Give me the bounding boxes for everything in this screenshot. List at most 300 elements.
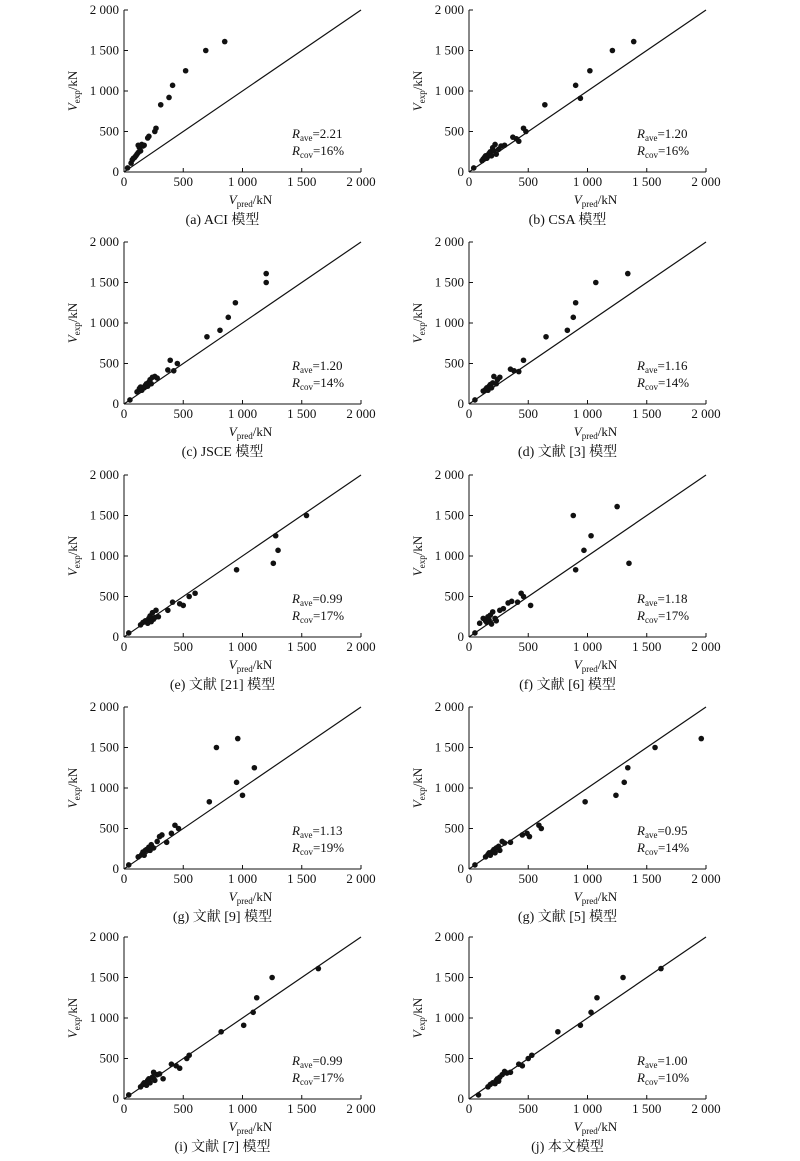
data-point <box>543 334 549 340</box>
y-axis-label-unit: /kN <box>410 767 425 788</box>
data-point <box>234 780 240 786</box>
x-tick-label: 0 <box>120 1101 128 1116</box>
y-tick-label: 500 <box>99 588 119 604</box>
y-axis-label-unit: /kN <box>65 302 80 323</box>
data-point <box>217 327 223 333</box>
data-point <box>167 357 173 363</box>
y-tick-label: 500 <box>444 1050 464 1066</box>
stat-value: =10% <box>657 1070 690 1085</box>
data-point <box>493 151 499 157</box>
stat-value: =1.20 <box>657 126 688 141</box>
y-tick-label: 0 <box>112 1091 119 1106</box>
data-point <box>225 315 231 321</box>
stat-ave <box>291 823 343 840</box>
data-point <box>523 129 529 135</box>
data-point <box>147 1080 153 1086</box>
x-axis-label-main: V <box>228 1119 237 1134</box>
stat-ave <box>291 358 343 375</box>
x-tick-label: 1 000 <box>227 871 258 886</box>
y-tick-label: 2 000 <box>434 699 464 714</box>
data-point <box>594 995 600 1001</box>
x-axis-label <box>574 1119 618 1136</box>
x-tick-label: 1 500 <box>632 871 662 886</box>
x-axis-label <box>574 192 618 209</box>
data-point <box>520 832 526 838</box>
y-axis-label-sub: exp <box>72 1017 82 1031</box>
y-tick-label: 1 000 <box>89 780 119 795</box>
data-point <box>164 839 170 845</box>
data-point <box>570 513 576 519</box>
x-tick-label: 1 500 <box>287 174 317 189</box>
x-tick-label: 2 000 <box>691 406 721 421</box>
stat-value: =0.99 <box>312 1053 343 1068</box>
data-point <box>176 826 182 832</box>
stat-value: =16% <box>657 143 690 158</box>
x-tick-label: 0 <box>465 639 473 654</box>
x-tick-label: 500 <box>518 1101 538 1116</box>
data-point <box>180 603 186 609</box>
data-point <box>587 68 593 74</box>
y-tick-label: 0 <box>112 861 119 876</box>
chart-caption: (g) 文献 [9] 模型 <box>172 910 273 925</box>
x-axis-label <box>574 657 618 674</box>
y-tick-label: 500 <box>444 123 464 139</box>
x-tick-label: 2 000 <box>346 871 376 886</box>
data-point <box>154 375 160 381</box>
data-point <box>493 618 499 624</box>
stat-cov <box>291 375 344 392</box>
stat-value: =0.95 <box>657 823 688 838</box>
x-tick-label: 500 <box>173 871 193 886</box>
data-point <box>588 533 594 539</box>
y-tick-label: 500 <box>99 355 119 371</box>
stat-subscript: cov <box>644 615 658 625</box>
stat-value: =14% <box>657 840 690 855</box>
y-tick-label: 500 <box>444 820 464 836</box>
x-axis-label-unit: /kN <box>597 192 618 207</box>
data-point <box>508 1069 514 1075</box>
stat-symbol: R <box>637 358 645 373</box>
stat-subscript: cov <box>644 382 658 392</box>
stat-symbol: R <box>637 823 645 838</box>
stat-symbol: R <box>637 375 645 390</box>
stat-symbol: R <box>637 1070 645 1085</box>
stat-subscript: ave <box>299 365 313 375</box>
y-axis-label-sub: exp <box>417 322 427 336</box>
data-point <box>542 102 548 108</box>
x-axis-label-main: V <box>573 657 582 672</box>
y-axis-label-sub: exp <box>72 322 82 336</box>
stat-ave <box>636 126 688 143</box>
data-point <box>126 862 132 868</box>
y-tick-label: 2 000 <box>434 234 464 249</box>
stat-value: =17% <box>312 608 345 623</box>
data-point <box>204 334 210 340</box>
y-tick-label: 1 000 <box>434 780 464 795</box>
y-axis-label-main: V <box>410 568 425 577</box>
y-tick-label: 500 <box>444 355 464 371</box>
y-axis-label-unit: /kN <box>410 997 425 1018</box>
x-axis-label <box>229 657 273 674</box>
data-point <box>555 1029 561 1035</box>
x-axis-label <box>574 889 618 906</box>
stat-cov <box>291 608 344 625</box>
x-tick-label: 2 000 <box>346 174 376 189</box>
chart-panel-8 <box>65 929 376 1155</box>
data-point <box>626 560 632 566</box>
stat-subscript: ave <box>299 830 313 840</box>
stat-symbol: R <box>637 840 645 855</box>
data-point <box>169 831 175 837</box>
data-point <box>222 39 228 45</box>
data-point <box>472 862 478 868</box>
y-axis-label-unit: /kN <box>65 70 80 91</box>
data-point <box>170 599 176 605</box>
y-axis-label-unit: /kN <box>410 302 425 323</box>
y-tick-label: 0 <box>112 396 119 411</box>
y-tick-label: 2 000 <box>89 699 119 714</box>
data-point <box>652 745 658 751</box>
x-tick-label: 0 <box>120 871 128 886</box>
x-axis-label-main: V <box>228 657 237 672</box>
y-axis-label-main: V <box>410 335 425 344</box>
y-tick-label: 1 500 <box>89 969 119 985</box>
x-axis-label-sub: pred <box>581 896 598 906</box>
y-tick-label: 0 <box>457 164 464 179</box>
x-tick-label: 2 000 <box>691 871 721 886</box>
y-tick-label: 0 <box>457 629 464 644</box>
data-point <box>192 590 198 596</box>
data-point <box>166 95 172 101</box>
stat-subscript: ave <box>644 830 658 840</box>
x-tick-label: 1 000 <box>572 639 603 654</box>
chart-panel-4 <box>65 467 376 693</box>
x-axis-label-unit: /kN <box>252 192 273 207</box>
y-tick-label: 1 000 <box>89 548 119 563</box>
stat-value: =17% <box>312 1070 345 1085</box>
data-point <box>625 271 631 277</box>
data-point <box>304 513 310 519</box>
data-point <box>582 799 588 805</box>
x-axis-label <box>229 1119 273 1136</box>
stat-subscript: cov <box>299 382 313 392</box>
stat-subscript: cov <box>644 847 658 857</box>
data-point <box>169 1061 175 1067</box>
data-point <box>570 315 576 321</box>
data-point <box>156 614 162 620</box>
x-tick-label: 1 000 <box>572 174 603 189</box>
x-axis-label-sub: pred <box>581 431 598 441</box>
x-tick-label: 500 <box>173 406 193 421</box>
y-axis-label-sub: exp <box>72 555 82 569</box>
data-point <box>126 1092 132 1098</box>
y-tick-label: 500 <box>99 1050 119 1066</box>
data-point <box>621 780 627 786</box>
data-point <box>254 995 260 1001</box>
chart-caption: (e) 文献 [21] 模型 <box>169 678 276 693</box>
x-axis-label <box>229 192 273 209</box>
stat-symbol: R <box>292 840 300 855</box>
data-point <box>273 533 279 539</box>
data-point <box>154 839 160 845</box>
data-point <box>516 138 522 144</box>
stat-ave <box>636 1053 688 1070</box>
stat-symbol: R <box>292 591 300 606</box>
stat-value: =14% <box>657 375 690 390</box>
data-point <box>175 361 181 367</box>
x-tick-label: 0 <box>120 174 128 189</box>
data-point <box>234 567 240 573</box>
x-tick-label: 2 000 <box>691 1101 721 1116</box>
y-tick-label: 0 <box>112 629 119 644</box>
x-tick-label: 500 <box>518 871 538 886</box>
data-point <box>502 142 508 148</box>
x-axis-label-sub: pred <box>581 199 598 209</box>
y-tick-label: 1 500 <box>434 969 464 985</box>
y-tick-label: 2 000 <box>434 2 464 17</box>
y-axis-label-sub: exp <box>72 90 82 104</box>
y-axis-label-main: V <box>410 1030 425 1039</box>
stat-value: =17% <box>657 608 690 623</box>
x-tick-label: 1 000 <box>572 871 603 886</box>
x-axis-label-sub: pred <box>236 664 253 674</box>
stat-symbol: R <box>292 608 300 623</box>
y-axis-label <box>65 70 82 111</box>
stat-value: =2.21 <box>312 126 343 141</box>
stat-subscript: ave <box>299 133 313 143</box>
y-tick-label: 2 000 <box>89 234 119 249</box>
data-point <box>529 1052 535 1058</box>
x-tick-label: 1 000 <box>572 406 603 421</box>
x-tick-label: 2 000 <box>346 406 376 421</box>
stat-subscript: cov <box>299 847 313 857</box>
data-point <box>489 385 495 391</box>
y-axis-label-main: V <box>65 1030 80 1039</box>
stat-cov <box>291 840 344 857</box>
data-point <box>573 300 579 306</box>
stat-ave <box>291 591 343 608</box>
x-axis-label-main: V <box>228 192 237 207</box>
y-axis-label-unit: /kN <box>65 997 80 1018</box>
data-point <box>538 826 544 832</box>
stat-cov <box>636 840 689 857</box>
data-point <box>578 95 584 101</box>
y-tick-label: 1 500 <box>434 274 464 290</box>
stat-subscript: ave <box>299 1060 313 1070</box>
x-tick-label: 0 <box>465 1101 473 1116</box>
data-point <box>490 609 496 615</box>
data-point <box>126 630 132 636</box>
data-point <box>146 134 152 140</box>
data-point <box>581 548 587 554</box>
y-axis-label-sub: exp <box>417 555 427 569</box>
stat-cov <box>636 143 689 160</box>
chart-panel-9 <box>410 929 721 1155</box>
data-point <box>613 792 619 798</box>
stat-symbol: R <box>292 126 300 141</box>
data-point <box>497 374 503 380</box>
data-point <box>573 567 579 573</box>
y-axis-label <box>410 767 427 808</box>
x-tick-label: 500 <box>173 174 193 189</box>
chart-panel-2 <box>65 234 376 460</box>
y-axis-label-main: V <box>65 103 80 112</box>
stat-symbol: R <box>292 358 300 373</box>
data-point <box>275 548 281 554</box>
data-point <box>316 966 322 972</box>
x-axis-label-main: V <box>573 1119 582 1134</box>
y-axis-label-unit: /kN <box>410 535 425 556</box>
y-tick-label: 500 <box>99 820 119 836</box>
data-point <box>148 381 154 387</box>
x-axis-label-unit: /kN <box>597 1119 618 1134</box>
y-tick-label: 2 000 <box>89 2 119 17</box>
data-point <box>152 1078 158 1084</box>
y-axis-label-sub: exp <box>417 1017 427 1031</box>
stat-value: =1.13 <box>312 823 343 838</box>
stat-subscript: ave <box>644 1060 658 1070</box>
x-tick-label: 2 000 <box>346 639 376 654</box>
data-point <box>593 280 599 286</box>
y-tick-label: 1 500 <box>434 739 464 755</box>
x-tick-label: 0 <box>465 174 473 189</box>
y-axis-label <box>65 535 82 576</box>
x-axis-label-unit: /kN <box>597 889 618 904</box>
data-point <box>472 630 478 636</box>
stat-subscript: cov <box>644 150 658 160</box>
x-tick-label: 0 <box>465 871 473 886</box>
stat-value: =0.99 <box>312 591 343 606</box>
stat-subscript: ave <box>644 133 658 143</box>
stat-symbol: R <box>637 608 645 623</box>
data-point <box>240 792 246 798</box>
x-axis-label-main: V <box>573 889 582 904</box>
y-axis-label-main: V <box>410 103 425 112</box>
stat-subscript: cov <box>299 1077 313 1087</box>
data-point <box>151 845 157 851</box>
y-tick-label: 1 000 <box>434 1010 464 1025</box>
data-point <box>520 1063 526 1069</box>
y-tick-label: 0 <box>457 396 464 411</box>
data-point <box>186 594 192 600</box>
y-axis-label-unit: /kN <box>410 70 425 91</box>
data-point <box>269 975 275 981</box>
data-point <box>125 165 131 171</box>
data-point <box>263 280 269 286</box>
x-axis-label-unit: /kN <box>597 424 618 439</box>
chart-panel-1 <box>410 2 721 228</box>
chart-panel-6 <box>65 699 376 925</box>
data-point <box>165 607 171 613</box>
x-axis-label-sub: pred <box>236 199 253 209</box>
data-point <box>127 397 133 403</box>
data-point <box>527 834 533 840</box>
data-point <box>218 1029 224 1035</box>
data-point <box>138 148 144 154</box>
data-point <box>502 840 508 846</box>
x-axis-label-unit: /kN <box>252 657 273 672</box>
x-tick-label: 2 000 <box>691 639 721 654</box>
y-axis-label <box>410 997 427 1038</box>
y-tick-label: 0 <box>457 1091 464 1106</box>
data-point <box>573 83 579 89</box>
x-tick-label: 500 <box>518 406 538 421</box>
data-point <box>578 1022 584 1028</box>
chart-caption: (c) JSCE 模型 <box>181 445 264 460</box>
y-tick-label: 500 <box>99 123 119 139</box>
stat-value: =16% <box>312 143 345 158</box>
x-tick-label: 1 500 <box>287 871 317 886</box>
y-tick-label: 1 000 <box>89 315 119 330</box>
y-axis-label-main: V <box>65 800 80 809</box>
stat-symbol: R <box>292 375 300 390</box>
x-axis-label <box>229 889 273 906</box>
x-axis-label-main: V <box>228 889 237 904</box>
y-axis-label <box>65 767 82 808</box>
data-point <box>165 367 171 373</box>
y-axis-label <box>65 302 82 343</box>
chart-caption: (b) CSA 模型 <box>528 213 607 228</box>
data-point <box>509 599 515 605</box>
stat-subscript: cov <box>644 1077 658 1087</box>
stat-cov <box>636 1070 689 1087</box>
stat-value: =19% <box>312 840 345 855</box>
data-point <box>170 83 176 89</box>
data-point <box>139 142 145 148</box>
data-point <box>157 1071 163 1077</box>
stat-cov <box>291 143 344 160</box>
data-point <box>158 102 164 108</box>
y-tick-label: 2 000 <box>434 467 464 482</box>
y-tick-label: 2 000 <box>89 929 119 944</box>
x-tick-label: 500 <box>173 1101 193 1116</box>
stat-subscript: cov <box>299 150 313 160</box>
stat-symbol: R <box>637 1053 645 1068</box>
data-point <box>160 1076 166 1082</box>
x-tick-label: 500 <box>518 639 538 654</box>
chart-caption: (d) 文献 [3] 模型 <box>517 445 618 460</box>
y-axis-label <box>410 535 427 576</box>
x-tick-label: 500 <box>518 174 538 189</box>
y-axis-label-main: V <box>65 335 80 344</box>
data-point <box>153 125 159 131</box>
y-axis-label-sub: exp <box>417 90 427 104</box>
x-axis-label <box>229 424 273 441</box>
stat-value: =1.18 <box>657 591 688 606</box>
y-axis-label <box>65 997 82 1038</box>
x-axis-label-sub: pred <box>236 431 253 441</box>
data-point <box>271 560 277 566</box>
stat-symbol: R <box>637 143 645 158</box>
data-point <box>698 736 704 742</box>
data-point <box>214 745 220 751</box>
y-tick-label: 2 000 <box>89 467 119 482</box>
stat-symbol: R <box>292 143 300 158</box>
x-tick-label: 1 000 <box>227 174 258 189</box>
x-axis-label-sub: pred <box>236 896 253 906</box>
data-point <box>472 397 478 403</box>
data-point <box>614 504 620 510</box>
data-point <box>153 607 159 613</box>
data-point <box>492 142 498 148</box>
x-axis-label-main: V <box>573 192 582 207</box>
data-point <box>250 1010 256 1016</box>
data-point <box>235 736 241 742</box>
data-point <box>207 799 213 805</box>
y-axis-label-main: V <box>65 568 80 577</box>
data-point <box>159 832 165 838</box>
y-tick-label: 2 000 <box>434 929 464 944</box>
